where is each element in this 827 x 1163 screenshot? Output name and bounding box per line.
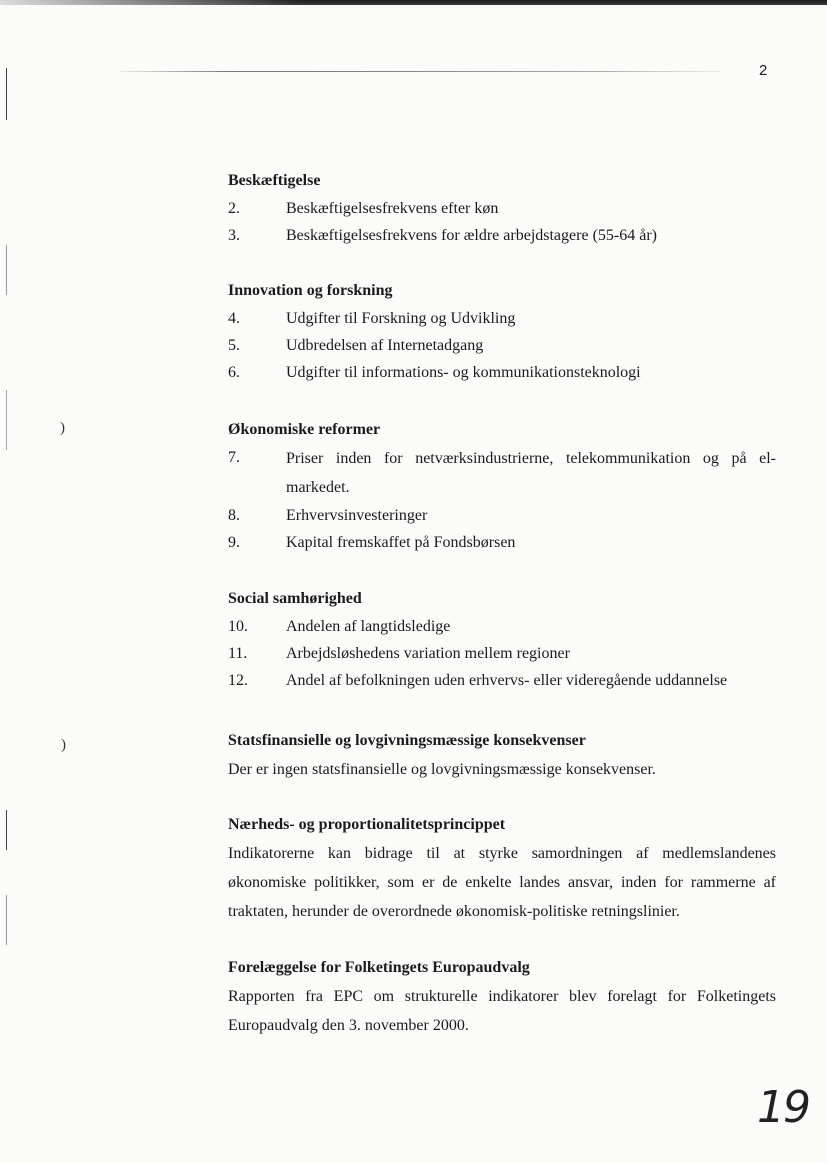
section-paragraph: Der er ingen statsfinansielle og lovgivningsmæssige konsekvenser. bbox=[228, 761, 656, 778]
item-text: Andelen af langtidsledige bbox=[286, 618, 451, 635]
section-paragraph: Rapporten fra EPC om strukturelle indikatorer blev forelagt for Folketingets Europaudvalg den 3. november 2000. bbox=[228, 988, 776, 1034]
left-margin-mark bbox=[6, 390, 7, 450]
section-heading: Beskæftigelse bbox=[228, 172, 321, 189]
item-number: 4. bbox=[228, 310, 240, 327]
section-statsfinansielle bbox=[228, 730, 776, 784]
list-item bbox=[228, 444, 776, 502]
list-item bbox=[228, 502, 776, 529]
left-margin-mark bbox=[6, 810, 7, 850]
section-heading: Forelæggelse for Folketingets Europaudvalg bbox=[228, 959, 530, 976]
section-heading: Innovation og forskning bbox=[228, 282, 393, 299]
list-item bbox=[228, 667, 776, 694]
section-heading: Økonomiske reformer bbox=[228, 421, 381, 438]
list-item bbox=[228, 195, 776, 222]
item-text: Udbredelsen af Internetadgang bbox=[286, 337, 484, 354]
section-oekonomiske-reformer bbox=[228, 419, 776, 556]
section-forelaeggelse bbox=[228, 957, 776, 1040]
item-text: Beskæftigelsesfrekvens for ældre arbejdstagere (55-64 år) bbox=[286, 227, 657, 244]
list-item bbox=[228, 640, 776, 667]
item-text: Erhvervsinvesteringer bbox=[286, 507, 428, 524]
item-number: 2. bbox=[228, 200, 240, 217]
hole-punch-mark: ) bbox=[61, 737, 66, 753]
item-number: 11. bbox=[228, 645, 248, 662]
section-innovation bbox=[228, 280, 776, 386]
item-text: Arbejdsløshedens variation mellem regioner bbox=[286, 645, 570, 662]
left-margin-mark bbox=[6, 245, 7, 295]
section-heading: Social samhørighed bbox=[228, 590, 362, 607]
item-number: 12. bbox=[228, 672, 248, 689]
left-margin-mark bbox=[6, 895, 7, 945]
section-naerheds-proportionalitet bbox=[228, 814, 776, 926]
list-item bbox=[228, 305, 776, 332]
document-body bbox=[228, 170, 776, 1040]
list-item bbox=[228, 222, 776, 249]
item-text: Priser inden for netværksindustrierne, telekommunikation og på el-markedet. bbox=[286, 450, 776, 496]
item-number: 10. bbox=[228, 618, 248, 635]
header-rule bbox=[120, 71, 720, 72]
section-paragraph: Indikatorerne kan bidrage til at styrke samordningen af medlemslandenes økonomiske politikker, som er de enkelte landes ansvar, inden for rammerne af traktaten, herunder de overordnede økonomisk-politiske retningslinier. bbox=[228, 845, 776, 920]
item-text: Andel af befolkningen uden erhvervs- eller videregående uddannelse bbox=[286, 672, 728, 689]
list-item bbox=[228, 359, 776, 386]
item-text: Udgifter til Forskning og Udvikling bbox=[286, 310, 516, 327]
page-number: 2 bbox=[759, 62, 768, 79]
handwritten-page-number: 19 bbox=[757, 1082, 809, 1133]
item-text: Kapital fremskaffet på Fondsbørsen bbox=[286, 534, 516, 551]
left-margin-mark bbox=[6, 68, 7, 120]
list-item bbox=[228, 613, 776, 640]
item-number: 3. bbox=[228, 227, 240, 244]
section-social-samhoerighed bbox=[228, 588, 776, 694]
item-number: 7. bbox=[228, 449, 240, 466]
hole-punch-mark: ) bbox=[60, 420, 65, 436]
section-heading: Nærheds- og proportionalitetsprincippet bbox=[228, 816, 506, 833]
section-heading: Statsfinansielle og lovgivningsmæssige konsekvenser bbox=[228, 732, 586, 749]
section-beskaeftigelse bbox=[228, 170, 776, 249]
item-number: 8. bbox=[228, 507, 240, 524]
item-number: 6. bbox=[228, 364, 240, 381]
list-item bbox=[228, 332, 776, 359]
item-text: Beskæftigelsesfrekvens efter køn bbox=[286, 200, 499, 217]
item-text: Udgifter til informations- og kommunikationsteknologi bbox=[286, 364, 641, 381]
item-number: 5. bbox=[228, 337, 240, 354]
scan-top-fade bbox=[0, 0, 300, 5]
list-item bbox=[228, 529, 776, 556]
item-number: 9. bbox=[228, 534, 240, 551]
